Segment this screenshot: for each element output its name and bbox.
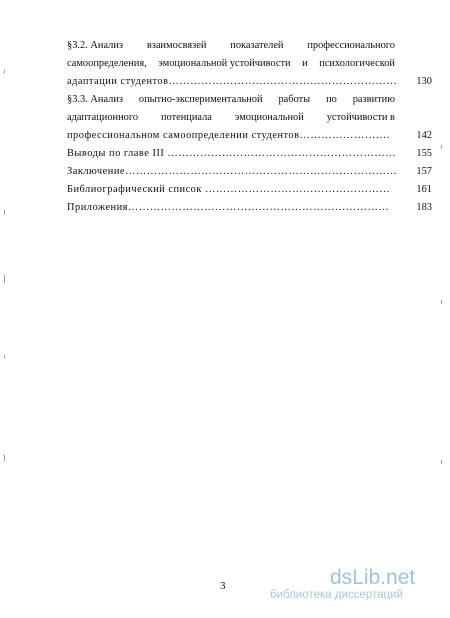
scan-speck	[4, 455, 5, 461]
toc-word: опытно-экспериментальной	[138, 94, 263, 105]
toc-word: по	[326, 94, 337, 105]
toc-entry-3-3-line-2	[67, 112, 395, 123]
toc-entry-3-2-line-2	[67, 58, 395, 69]
toc-word: эмоциональной	[234, 112, 304, 123]
toc-word: взаимосвязей	[146, 40, 207, 51]
toc-entry-conclusions-ch3-page: 155	[416, 148, 432, 159]
watermark	[270, 566, 448, 601]
toc-word: эмоциональной устойчивости	[158, 58, 291, 69]
page-number: 3	[220, 580, 226, 592]
toc-word: психологической	[319, 58, 395, 69]
toc-word: §3.3. Анализ	[67, 94, 123, 105]
scan-speck	[441, 460, 442, 464]
watermark-brand: dsLib.net	[330, 566, 416, 589]
toc-entry-3-3-page: 142	[416, 130, 432, 141]
toc-entry-appendices: Приложения………………………………………………………………	[67, 202, 390, 213]
toc-entry-3-2-page: 130	[416, 76, 432, 87]
toc-word: развитию	[352, 94, 395, 105]
toc-word: и	[302, 58, 308, 69]
toc-word: устойчивости в	[326, 112, 395, 123]
scan-speck	[4, 210, 5, 215]
toc-word: профессионального	[307, 40, 395, 51]
toc-word: показателей	[230, 40, 284, 51]
toc-word: §3.2. Анализ	[67, 40, 123, 51]
toc-entry-conclusions-ch3: Выводы по главе III ………………………………………………………	[67, 148, 397, 159]
toc-word: адаптационного	[67, 112, 139, 123]
scan-speck	[4, 70, 5, 73]
scan-speck	[441, 145, 442, 149]
toc-entry-3-3-line-1	[67, 94, 395, 105]
toc-entry-3-2-line-1	[67, 40, 395, 51]
scan-speck	[4, 275, 5, 283]
toc-entry-bibliography: Библиографический список ……………………………………………	[67, 184, 391, 195]
toc-entry-3-2-leader: адаптации студентов………………………………………………………	[67, 76, 398, 87]
toc-word: работы	[278, 94, 311, 105]
toc-entry-appendices-page: 183	[416, 202, 432, 213]
watermark-tagline: библиотека диссертаций	[270, 589, 403, 601]
toc-entry-3-3-leader: профессиональном самоопределении студентов…………………….	[67, 130, 390, 141]
toc-word: самоопределения,	[67, 58, 147, 69]
toc-entry-bibliography-page: 161	[416, 184, 432, 195]
scan-speck	[441, 300, 442, 304]
toc-entry-conclusion-page: 157	[416, 166, 432, 177]
toc-entry-conclusion: Заключение…………………………………………………………………	[67, 166, 398, 177]
toc-word: потенциала	[160, 112, 212, 123]
scan-speck	[4, 355, 5, 358]
